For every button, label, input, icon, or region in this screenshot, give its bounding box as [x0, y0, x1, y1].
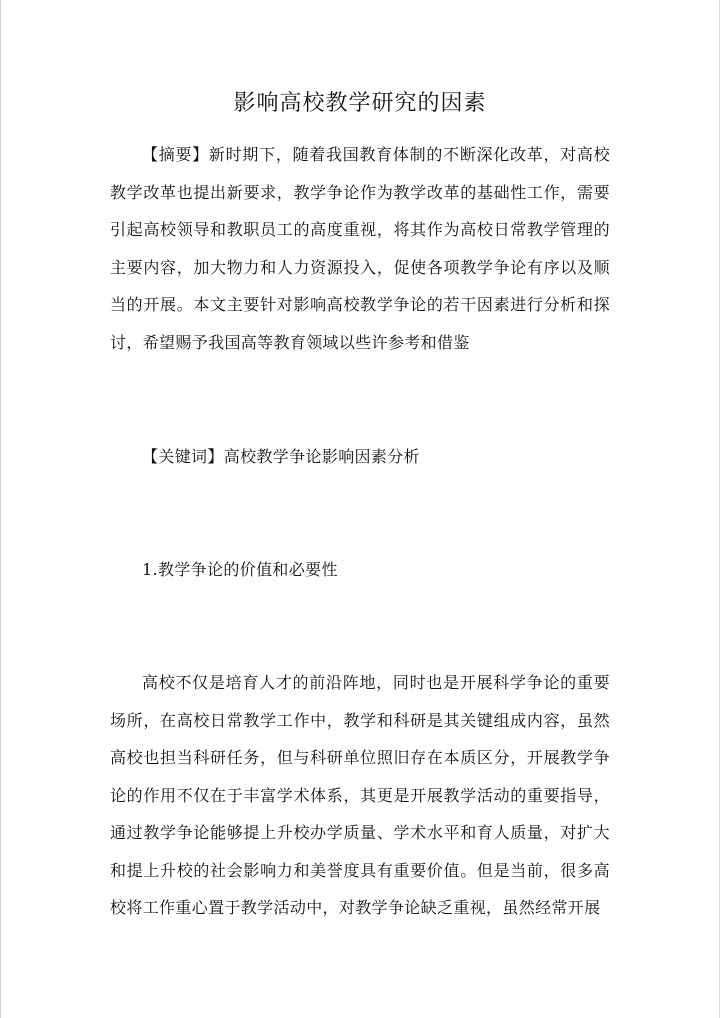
- abstract-paragraph: 【摘要】新时期下，随着我国教育体制的不断深化改革，对高校教学改革也提出新要求，教学争论作为教学改革的基础性工作，需要引起高校领导和教职员工的高度重视，将其作为高校日常教学管理的主要内容，加大物力和人力资源投入，促使各项教学争论有序以及顺当的开展。本文主要针对影响高校教学争论的若干因素进行分析和探讨，希望赐予我国高等教育领域以些许参考和借鉴: [110, 145, 610, 352]
- page-border-left: [0, 0, 1, 1018]
- document-title: 影响高校教学研究的因素: [233, 91, 487, 116]
- keywords-line: 【关键词】高校教学争论影响因素分析: [142, 447, 420, 466]
- section-heading: 1.教学争论的价值和必要性: [142, 560, 338, 579]
- body-paragraph: 高校不仅是培育人才的前沿阵地，同时也是开展科学争论的重要场所，在高校日常教学工作中，教学和科研是其关键组成内容，虽然高校也担当科研任务，但与科研单位照旧存在本质区分，开展教学争论的作用不仅在于丰富学术体系，其更是开展教学活动的重要指导，通过教学争论能够提上升校办学质量、学术水平和育人质量，对扩大和提上升校的社会影响力和美誉度具有重要价值。但是当前，很多高校将工作重心置于教学活动中，对教学争论缺乏重视，虽然经常开展: [110, 673, 610, 917]
